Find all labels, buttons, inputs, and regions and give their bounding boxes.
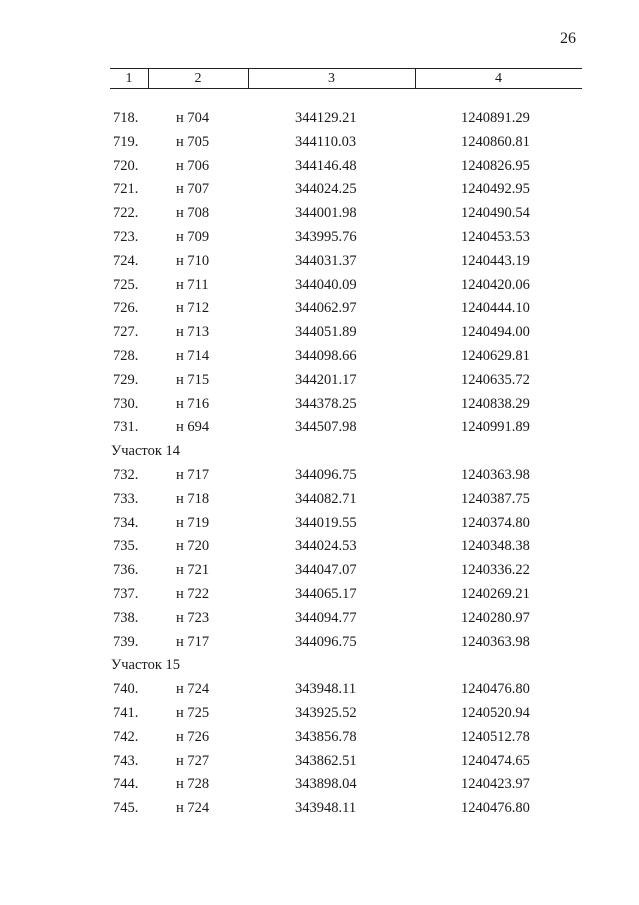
point-id: н 715 — [176, 371, 210, 388]
row-number: 739. — [113, 633, 139, 650]
coord-x: 344051.89 — [295, 324, 357, 341]
table-row — [0, 464, 639, 488]
coord-y: 1240838.29 — [461, 395, 530, 412]
row-number: 732. — [113, 466, 139, 483]
point-id: н 717 — [176, 466, 210, 483]
coord-x: 343862.51 — [295, 752, 357, 769]
coord-x: 344047.07 — [295, 562, 357, 579]
row-number: 726. — [113, 300, 139, 317]
row-number: 720. — [113, 157, 139, 174]
coord-y: 1240363.98 — [461, 633, 530, 650]
coord-y: 1240891.29 — [461, 110, 530, 126]
table-row — [0, 369, 639, 393]
section-heading: Участок 15 — [111, 657, 180, 674]
table-row — [0, 345, 639, 369]
table-row — [0, 155, 639, 179]
coord-x: 344129.21 — [295, 110, 357, 126]
coord-y: 1240363.98 — [461, 466, 530, 483]
row-number: 744. — [113, 776, 139, 793]
point-id: н 719 — [176, 514, 210, 531]
row-number: 731. — [113, 419, 139, 436]
table-row — [0, 535, 639, 559]
section-heading-row — [0, 440, 639, 464]
table-row — [0, 678, 639, 702]
coord-x: 343856.78 — [295, 728, 357, 745]
coord-x: 344146.48 — [295, 157, 357, 174]
coord-x: 344062.97 — [295, 300, 357, 317]
section-heading-row — [0, 654, 639, 678]
coord-y: 1240490.54 — [461, 205, 530, 222]
point-id: н 721 — [176, 562, 210, 579]
point-id: н 714 — [176, 347, 210, 364]
row-number: 729. — [113, 371, 139, 388]
point-id: н 710 — [176, 252, 210, 269]
coord-x: 344378.25 — [295, 395, 357, 412]
row-number: 727. — [113, 324, 139, 341]
table-row — [0, 321, 639, 345]
coord-y: 1240443.19 — [461, 252, 530, 269]
row-number: 719. — [113, 133, 139, 150]
coord-y: 1240269.21 — [461, 585, 530, 602]
coord-y: 1240336.22 — [461, 562, 530, 579]
point-id: н 706 — [176, 157, 210, 174]
coord-x: 344110.03 — [295, 133, 357, 150]
table-row — [0, 393, 639, 417]
point-id: н 722 — [176, 585, 210, 602]
table-row — [0, 274, 639, 298]
table-row — [0, 202, 639, 226]
table-row — [0, 750, 639, 774]
coord-x: 344031.37 — [295, 252, 357, 269]
coord-x: 344201.17 — [295, 371, 357, 388]
table-row — [0, 773, 639, 797]
point-id: н 708 — [176, 205, 210, 222]
header-col-2: 2 — [194, 71, 202, 86]
coord-y: 1240860.81 — [461, 133, 530, 150]
point-id: н 717 — [176, 633, 210, 650]
row-number: 733. — [113, 490, 139, 507]
point-id: н 718 — [176, 490, 210, 507]
coord-y: 1240423.97 — [461, 776, 530, 793]
table-row — [0, 583, 639, 607]
coord-x: 344024.53 — [295, 538, 357, 555]
row-number: 745. — [113, 800, 139, 817]
row-number: 725. — [113, 276, 139, 293]
table-row — [0, 512, 639, 536]
row-number: 721. — [113, 181, 139, 198]
coord-y: 1240280.97 — [461, 609, 530, 626]
coord-x: 344094.77 — [295, 609, 357, 626]
point-id: н 705 — [176, 133, 210, 150]
row-number: 734. — [113, 514, 139, 531]
coord-x: 343898.04 — [295, 776, 357, 793]
coord-y: 1240348.38 — [461, 538, 530, 555]
coord-y: 1240374.80 — [461, 514, 530, 531]
table-row — [0, 726, 639, 750]
coord-x: 344019.55 — [295, 514, 357, 531]
point-id: н 704 — [176, 110, 210, 126]
row-number: 718. — [113, 110, 139, 126]
coord-y: 1240494.00 — [461, 324, 530, 341]
header-col-4: 4 — [495, 71, 502, 86]
point-id: н 716 — [176, 395, 210, 412]
coord-y: 1240492.95 — [461, 181, 530, 198]
table-row — [0, 607, 639, 631]
row-number: 728. — [113, 347, 139, 364]
point-id: н 728 — [176, 776, 210, 793]
header-col-1: 1 — [125, 71, 133, 86]
coord-y: 1240635.72 — [461, 371, 530, 388]
point-id: н 724 — [176, 681, 210, 698]
coord-x: 344082.71 — [295, 490, 357, 507]
header-col-3: 3 — [328, 71, 335, 86]
point-id: н 727 — [176, 752, 210, 769]
table-row — [0, 131, 639, 155]
coord-x: 344507.98 — [295, 419, 357, 436]
row-number: 723. — [113, 228, 139, 245]
coord-y: 1240444.10 — [461, 300, 530, 317]
point-id: н 726 — [176, 728, 210, 745]
row-number: 735. — [113, 538, 139, 555]
point-id: н 725 — [176, 704, 210, 721]
table-row — [0, 107, 639, 131]
row-number: 738. — [113, 609, 139, 626]
coord-y: 1240991.89 — [461, 419, 530, 436]
row-number: 743. — [113, 752, 139, 769]
coord-y: 1240476.80 — [461, 800, 530, 817]
coord-y: 1240476.80 — [461, 681, 530, 698]
coord-y: 1240387.75 — [461, 490, 530, 507]
table-row — [0, 631, 639, 655]
coord-x: 344098.66 — [295, 347, 357, 364]
point-id: н 724 — [176, 800, 210, 817]
row-number: 742. — [113, 728, 139, 745]
coord-x: 343948.11 — [295, 800, 357, 817]
coord-x: 344065.17 — [295, 585, 357, 602]
point-id: н 712 — [176, 300, 210, 317]
row-number: 741. — [113, 704, 139, 721]
coord-y: 1240420.06 — [461, 276, 530, 293]
coord-y: 1240474.65 — [461, 752, 530, 769]
table-row — [0, 488, 639, 512]
coord-x: 343925.52 — [295, 704, 357, 721]
coord-x: 344001.98 — [295, 205, 357, 222]
table-row — [0, 178, 639, 202]
table-header — [110, 68, 582, 89]
table-row — [0, 559, 639, 583]
point-id: н 723 — [176, 609, 210, 626]
point-id: н 720 — [176, 538, 210, 555]
coord-y: 1240512.78 — [461, 728, 530, 745]
table-row — [0, 702, 639, 726]
table-row — [0, 250, 639, 274]
coord-x: 344096.75 — [295, 633, 357, 650]
coord-x: 343995.76 — [295, 228, 357, 245]
table-row — [0, 797, 639, 821]
page-number: 26 — [560, 30, 576, 47]
row-number: 730. — [113, 395, 139, 412]
table-row — [0, 226, 639, 250]
row-number: 737. — [113, 585, 139, 602]
coord-y: 1240826.95 — [461, 157, 530, 174]
point-id: н 711 — [176, 276, 209, 293]
table-row — [0, 297, 639, 321]
point-id: н 709 — [176, 228, 210, 245]
coord-y: 1240453.53 — [461, 228, 530, 245]
coordinates-table-body — [0, 107, 639, 821]
section-heading: Участок 14 — [111, 443, 180, 460]
point-id: н 713 — [176, 324, 210, 341]
row-number: 724. — [113, 252, 139, 269]
coord-y: 1240520.94 — [461, 704, 530, 721]
row-number: 740. — [113, 681, 139, 698]
coord-x: 344096.75 — [295, 466, 357, 483]
coord-x: 343948.11 — [295, 681, 357, 698]
point-id: н 694 — [176, 419, 210, 436]
coord-x: 344024.25 — [295, 181, 357, 198]
point-id: н 707 — [176, 181, 210, 198]
row-number: 722. — [113, 205, 139, 222]
coord-x: 344040.09 — [295, 276, 357, 293]
row-number: 736. — [113, 562, 139, 579]
coord-y: 1240629.81 — [461, 347, 530, 364]
table-row — [0, 416, 639, 440]
